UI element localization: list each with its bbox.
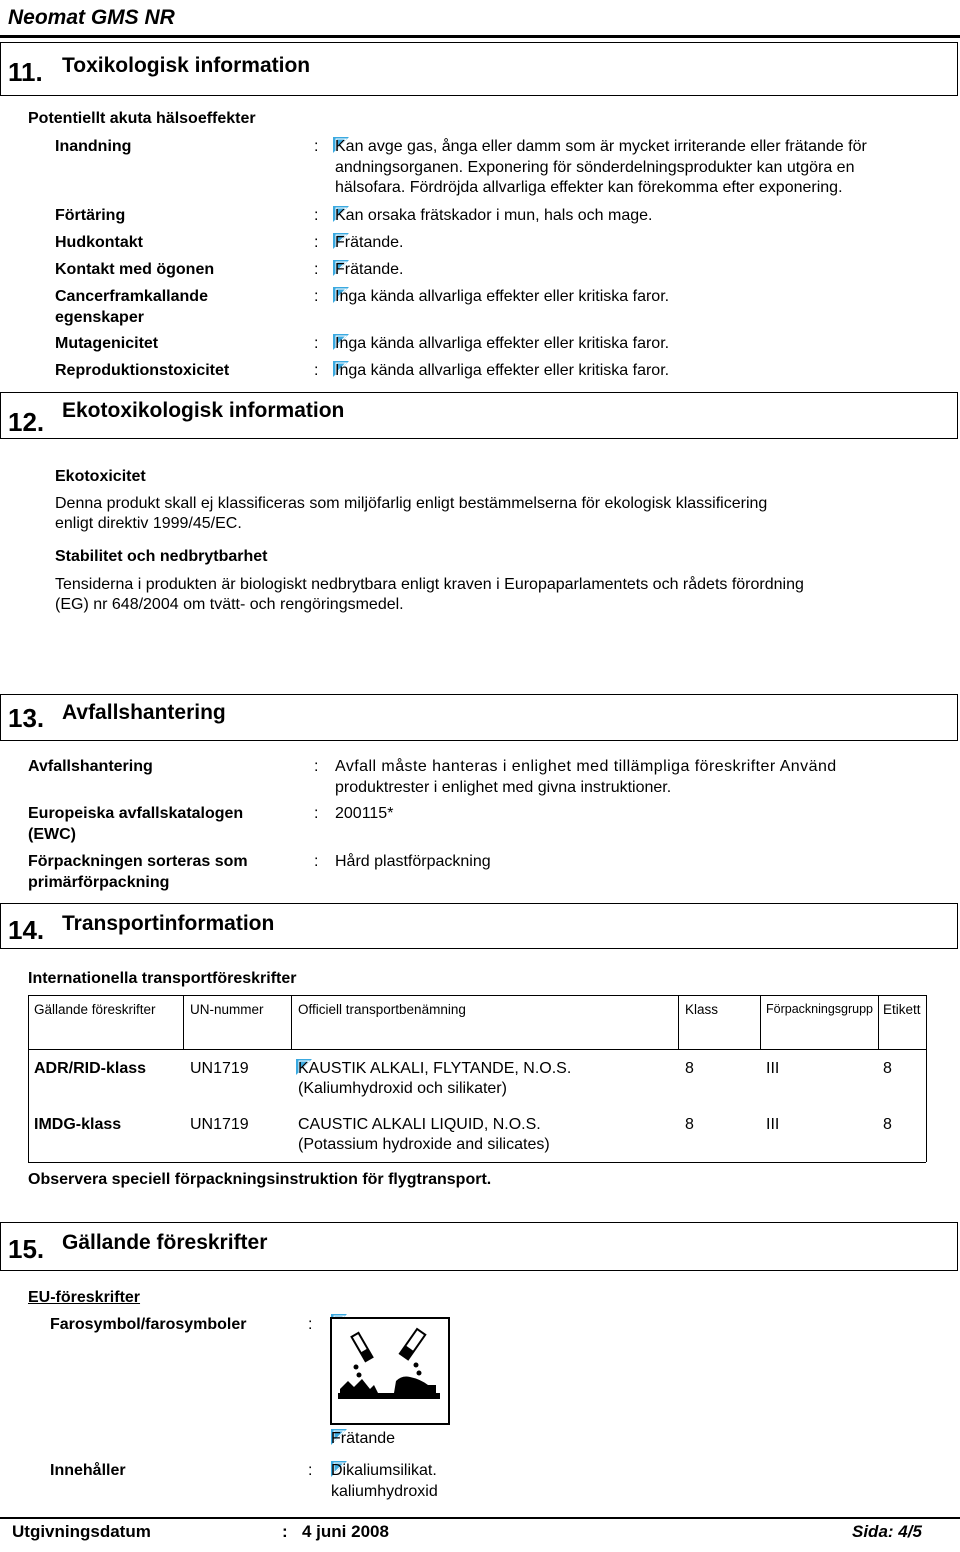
section-12-header: [0, 392, 958, 439]
table-border: [28, 995, 926, 996]
table-cell-un: UN1719: [190, 1116, 249, 1133]
table-cell-class: 8: [685, 1116, 694, 1133]
footer-date: 4 juni 2008: [302, 1522, 389, 1541]
column-header: Förpackningsgrupp: [766, 1002, 874, 1016]
section-13-header: [0, 694, 958, 741]
colon: :: [314, 335, 319, 352]
row-label: Hudkontakt: [55, 234, 143, 251]
eu-regulations-heading: EU-föreskrifter: [28, 1289, 141, 1306]
table-border: [878, 995, 879, 1049]
colon: :: [314, 362, 319, 379]
row-label: Cancerframkallande: [55, 288, 208, 305]
section-number: 15.: [8, 1234, 45, 1264]
row-text: Inga kända allvarliga effekter eller kritiska faror.: [335, 362, 670, 379]
table-border: [28, 1162, 926, 1163]
section-number: 11.: [8, 57, 43, 87]
row-text: Hård plastförpackning: [335, 853, 491, 870]
subheading: Stabilitet och nedbrytbarhet: [55, 548, 268, 565]
colon: :: [314, 207, 319, 224]
table-cell-name: CAUSTIC ALKALI LIQUID, N.O.S.: [298, 1116, 541, 1133]
row-label: Innehåller: [50, 1462, 126, 1479]
row-label: Avfallshantering: [28, 758, 153, 775]
table-border: [291, 995, 292, 1049]
table-border: [28, 1049, 926, 1050]
colon: :: [314, 261, 319, 278]
subheading: Ekotoxicitet: [55, 468, 146, 485]
row-label: Europeiska avfallskatalogen: [28, 805, 244, 822]
paragraph: enligt direktiv 1999/45/EC.: [55, 515, 242, 532]
row-label: (EWC): [28, 826, 76, 843]
table-cell-label: 8: [883, 1060, 892, 1077]
corrosive-hazard-symbol: [330, 1317, 450, 1425]
table-border: [28, 995, 29, 1162]
table-cell-un: UN1719: [190, 1060, 249, 1077]
section-title: Gällande föreskrifter: [62, 1231, 268, 1254]
table-cell-name: (Kaliumhydroxid och silikater): [298, 1080, 507, 1097]
paragraph: (EG) nr 648/2004 om tvätt- och rengöringsmedel.: [55, 596, 404, 613]
table-cell-group: III: [766, 1116, 780, 1133]
subheading: Internationella transportföreskrifter: [28, 970, 297, 987]
column-header: Klass: [685, 1002, 719, 1017]
row-label: Mutagenicitet: [55, 335, 159, 352]
row-text: Avfall måste hanteras i enlighet med tillämpliga föreskrifter Använd: [335, 758, 837, 775]
column-header: UN-nummer: [190, 1002, 264, 1017]
transport-note: Observera speciell förpackningsinstruktion för flygtransport.: [28, 1171, 492, 1188]
header-rule: [0, 35, 960, 38]
row-label: Reproduktionstoxicitet: [55, 362, 230, 379]
section-title: Toxikologisk information: [62, 54, 311, 77]
table-border: [678, 995, 679, 1049]
row-text: Frätande.: [335, 234, 404, 251]
paragraph: Tensiderna i produkten är biologiskt nedbrytbara enligt kraven i Europaparlamentets och rådets förordning: [55, 576, 804, 593]
subheading: Potentiellt akuta hälsoeffekter: [28, 110, 256, 127]
colon: :: [314, 805, 319, 822]
row-text: Frätande.: [335, 261, 404, 278]
row-label: Inandning: [55, 138, 132, 155]
section-title: Ekotoxikologisk information: [62, 399, 345, 422]
row-text: Inga kända allvarliga effekter eller kritiska faror.: [335, 335, 670, 352]
colon: :: [314, 758, 319, 775]
table-cell-name: (Potassium hydroxide and silicates): [298, 1136, 550, 1153]
colon: :: [314, 288, 319, 305]
colon: :: [282, 1522, 288, 1541]
section-title: Transportinformation: [62, 912, 275, 935]
table-cell-name: KAUSTIK ALKALI, FLYTANDE, N.O.S.: [298, 1060, 572, 1077]
footer-label: Utgivningsdatum: [12, 1522, 151, 1541]
table-cell-class: 8: [685, 1060, 694, 1077]
table-border: [926, 995, 927, 1162]
row-label: Förtäring: [55, 207, 126, 224]
column-header: Officiell transportbenämning: [298, 1002, 466, 1017]
section-number: 13.: [8, 703, 45, 733]
section-number: 14.: [8, 915, 45, 945]
colon: :: [314, 853, 319, 870]
column-header: Gällande föreskrifter: [34, 1002, 156, 1017]
colon: :: [308, 1316, 313, 1333]
row-text: Inga kända allvarliga effekter eller kritiska faror.: [335, 288, 670, 305]
row-label: egenskaper: [55, 309, 144, 326]
table-border: [760, 995, 761, 1049]
colon: :: [314, 138, 319, 155]
row-text: hälsofara. Fördröjda allvarliga effekter kan förekomma efter exponering.: [335, 179, 843, 196]
section-11-header: [0, 42, 958, 96]
colon: :: [314, 234, 319, 251]
colon: :: [308, 1462, 313, 1479]
row-label: Kontakt med ögonen: [55, 261, 215, 278]
row-text: Dikaliumsilikat.: [331, 1462, 437, 1479]
section-14-header: [0, 903, 958, 949]
section-15-header: [0, 1222, 958, 1271]
table-cell-group: III: [766, 1060, 780, 1077]
row-text: 200115*: [335, 805, 394, 822]
table-cell-regulation: IMDG-klass: [34, 1116, 122, 1133]
column-header: Etikett: [883, 1002, 921, 1017]
section-number: 12.: [8, 407, 45, 437]
row-label: Förpackningen sorteras som: [28, 853, 248, 870]
table-cell-label: 8: [883, 1116, 892, 1133]
row-label: Farosymbol/farosymboler: [50, 1316, 247, 1333]
row-text: kaliumhydroxid: [331, 1483, 438, 1500]
paragraph: Denna produkt skall ej klassificeras som miljöfarlig enligt bestämmelserna för ekologisk klassificering: [55, 495, 768, 512]
section-title: Avfallshantering: [62, 701, 226, 724]
page-number: Sida: 4/5: [852, 1522, 922, 1541]
row-text: andningsorganen. Exponering för sönderdelningsprodukter kan utgöra en: [335, 159, 855, 176]
corrosive-icon: [332, 1319, 448, 1423]
table-border: [183, 995, 184, 1049]
row-text: produktrester i enlighet med givna instruktioner.: [335, 779, 672, 796]
footer-rule: [0, 1517, 960, 1519]
row-text: Kan orsaka frätskador i mun, hals och mage.: [335, 207, 653, 224]
row-text: Kan avge gas, ånga eller damm som är mycket irriterande eller frätande för: [335, 138, 867, 155]
row-label: primärförpackning: [28, 874, 170, 891]
product-name: Neomat GMS NR: [8, 6, 175, 29]
table-cell-regulation: ADR/RID-klass: [34, 1060, 147, 1077]
symbol-caption: Frätande: [331, 1430, 396, 1447]
